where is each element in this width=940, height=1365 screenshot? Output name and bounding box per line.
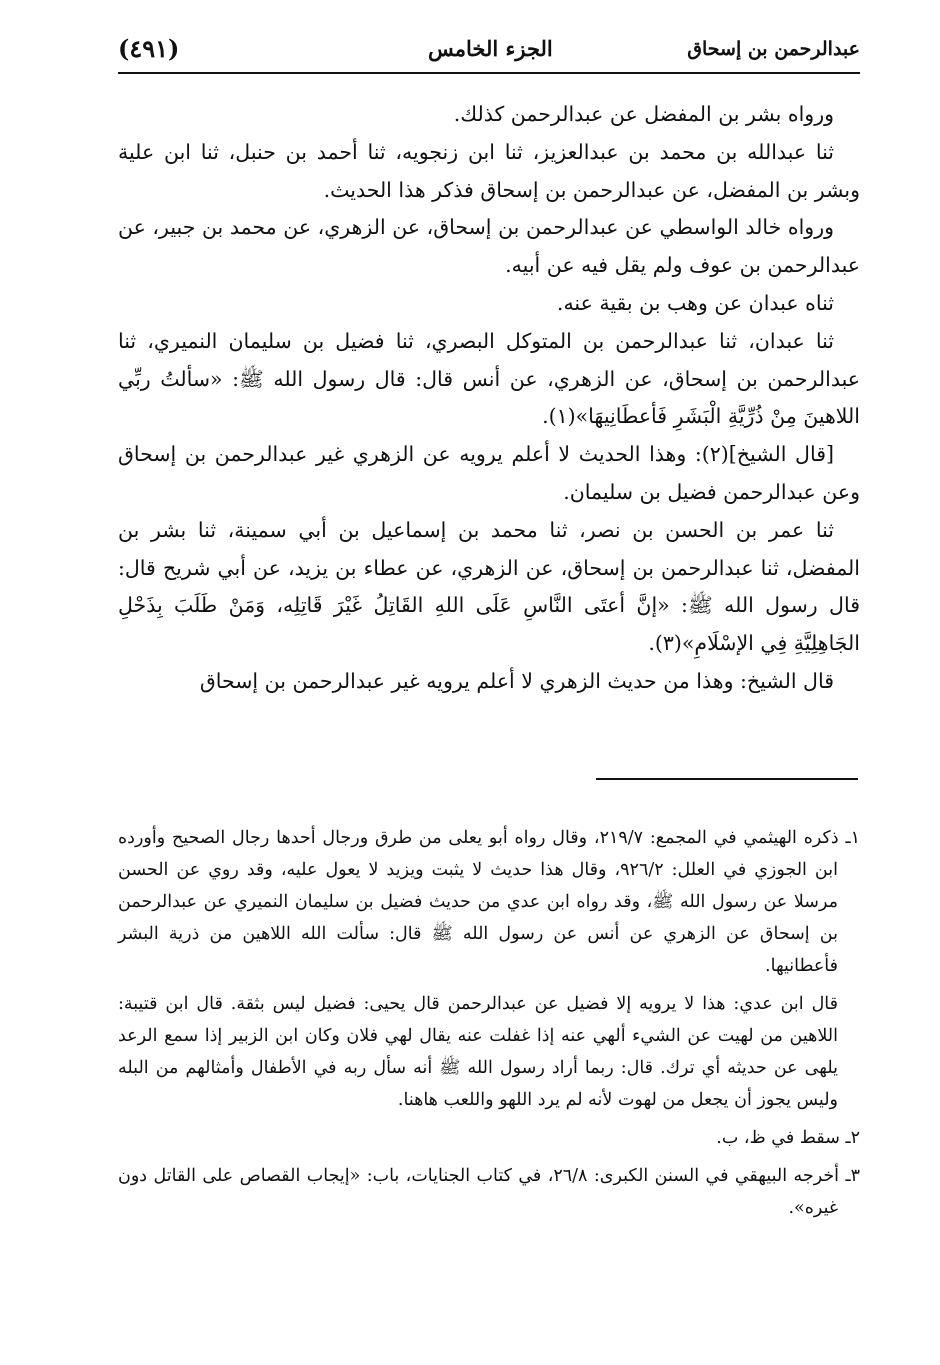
page-number: (٤٩١) [118,34,180,63]
volume-title: الجزء الخامس [428,36,553,61]
footnote-1: ١ـ ذكره الهيثمي في المجمع: ٢١٩/٧، وقال رواه أبو يعلى من طرق ورجال أحدها رجال الصحيح وأورده ابن الجوزي في العلل: ٩٢٦/٢، وقال هذا حديث لا يثبت ويزيد لا يعول عليه، وقد روي عن الحسن مرسلا عن رسول الله ﷺ، وقد رواه ابن عدي من حديث فضيل بن سليمان النميري عن عبدالرحمن بن إسحاق عن الزهري عن أنس عن رسول الله ﷺ قال: سألت الله اللاهين من ذرية البشر فأعطانيها. [118,828,860,976]
paragraph-3: ورواه خالد الواسطي عن عبدالرحمن بن إسحاق، عن الزهري، عن محمد بن جبير، عن عبدالرحمن بن عوف ولم يقل فيه عن أبيه. [118,215,860,278]
footnote-3: ٣ـ أخرجه البيهقي في السنن الكبرى: ٢٦/٨، في كتاب الجنايات، باب: «إيجاب القصاص على القاتل دون غيره». [118,1166,860,1218]
paragraph-4: ثناه عبدان عن وهب بن بقية عنه. [556,290,834,315]
paragraph-1: ورواه بشر بن المفضل عن عبدالرحمن كذلك. [453,102,834,126]
footnote-1-continued: قال ابن عدي: هذا لا يرويه إلا فضيل عن عبدالرحمن قال يحيى: فضيل ليس بثقة. قال ابن قتيبة: اللاهين من لهيت عن الشيء ألهي عنه إذا غفلت عنه يقال لهي فلان وكان ابن الزبير إذا سمع الرعد يلهى عن حديثه أي ترك. قال: ربما أراد رسول الله ﷺ أنه سأل ربه في الأطفال وأمثالهم من البله وليس يجوز أن يجعل من لهوت لأنه لم يرد اللهو واللعب هاهنا. [118,994,838,1110]
main-text [118,96,860,701]
running-title: عبدالرحمن بن إسحاق [687,38,860,60]
paragraph-7: ثنا عمر بن الحسن بن نصر، ثنا محمد بن إسماعيل بن أبي سمينة، ثنا بشر بن المفضل، ثنا عبدالرحمن بن إسحاق، عن الزهري، عن عطاء بن يزيد، عن أبي شريح قال: قال رسول الله ﷺ: «إنَّ أعتَى النَّاسِ عَلَى اللهِ القَاتِلُ غَيْرَ قَاتِلِه، وَمَنْ طَلَبَ بِذَحْلِ الجَاهِلِيَّةِ فِي الإسْلَامِ»(٣). [118,517,860,656]
footnotes [118,822,860,1230]
paragraph-8: قال الشيخ: وهذا من حديث الزهري لا أعلم يرويه غير عبدالرحمن بن إسحاق [199,668,834,693]
header-rule [118,72,860,74]
paragraph-2: ثنا عبدالله بن محمد بن عبدالعزيز، ثنا ابن زنجويه، ثنا أحمد بن حنبل، ثنا ابن علية وبشر بن المفضل، عن عبدالرحمن بن إسحاق فذكر هذا الحديث. [118,139,860,202]
paragraph-5: ثنا عبدان، ثنا عبدالرحمن بن المتوكل البصري، ثنا فضيل بن سليمان النميري، ثنا عبدالرحمن بن إسحاق، عن الزهري، عن أنس قال: قال رسول الله ﷺ: «سألتُ ربِّي اللاهينَ مِنْ ذُرِّيَّةِ الْبَشَرِ فَأعطَانِيهَا»(١). [118,328,860,429]
paragraph-6: [قال الشيخ](٢): وهذا الحديث لا أعلم يرويه عن الزهري غير عبدالرحمن بن إسحاق وعن عبدالرحمن فضيل بن سليمان. [118,442,860,504]
page-header [118,28,860,72]
footnote-separator [596,778,858,780]
footnote-2: ٢ـ سقط في ظ، ب. [716,1128,860,1148]
